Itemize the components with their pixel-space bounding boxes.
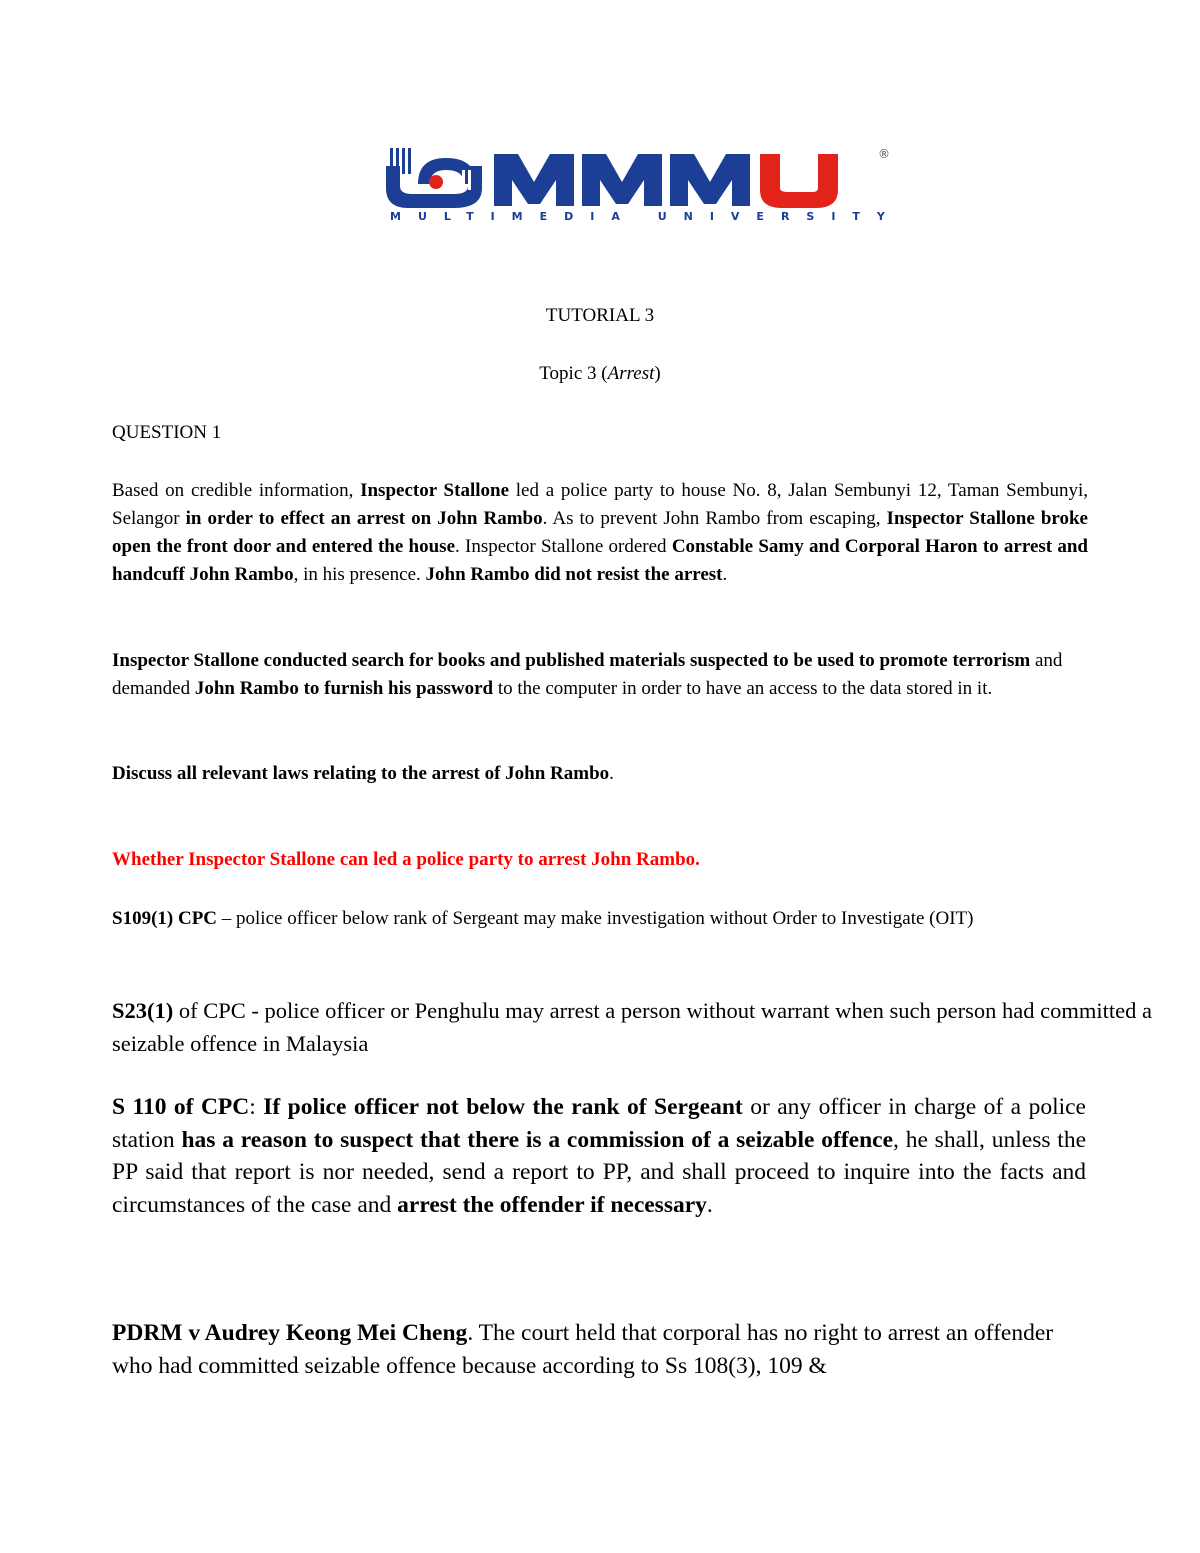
pdrm-case-paragraph: PDRM v Audrey Keong Mei Cheng. The court held that corporal has no right to arrest an offender who had committed seizable offence because according to Ss 108(3), 109 & [112, 1320, 1054, 1379]
issue-heading: Whether Inspector Stallone can led a police party to arrest John Rambo. [112, 849, 700, 870]
logo-registered-mark: ® [878, 147, 890, 161]
logo-wordmark [494, 154, 838, 208]
mmu-logo [384, 144, 906, 222]
s110-paragraph: S 110 of CPC: If police officer not below the rank of Sergeant or any officer in charge of a police station has a reason to suspect that there is a commission of a seizable offence, he shall, unless the PP said that report is nor needed, send a report to PP, and shall proceed to inquire into the facts and circumstances of the case and arrest the offender if necessary. [112, 1094, 1086, 1218]
topic-line: Topic 3 (Arrest) [539, 363, 661, 384]
question-paragraph-1: Based on credible information, Inspector Stallone led a police party to house No. 8, Jalan Sembunyi 12, Taman Sembunyi, Selangor in order to effect an arrest on John Rambo. As to prevent John Rambo from escaping, Inspector Stallone broke open the front door and entered the house. Inspector Stallone ordered Constable Samy and Corporal Haron to arrest and handcuff John Rambo, in his presence. John Rambo did not resist the arrest. [112, 480, 1089, 585]
s109-paragraph: S109(1) CPC – police officer below rank of Sergeant may make investigation without Order to Investigate (OIT) [112, 908, 974, 929]
tutorial-title: TUTORIAL 3 [545, 305, 655, 326]
logo-tagline: MULTIMEDIA UNIVERSITY [390, 210, 902, 222]
question-heading: QUESTION 1 [112, 422, 222, 443]
discuss-instruction: Discuss all relevant laws relating to the arrest of John Rambo. [112, 763, 614, 784]
s23-paragraph: S23(1) of CPC - police officer or Penghulu may arrest a person without warrant when such person had committed a seizable offence in Malaysia [112, 998, 1152, 1056]
question-paragraph-2: Inspector Stallone conducted search for books and published materials suspected to be used to promote terrorism and demanded John Rambo to furnish his password to the computer in order to have an access to the data stored in it. [112, 650, 1063, 699]
logo-emblem-icon [386, 148, 482, 208]
